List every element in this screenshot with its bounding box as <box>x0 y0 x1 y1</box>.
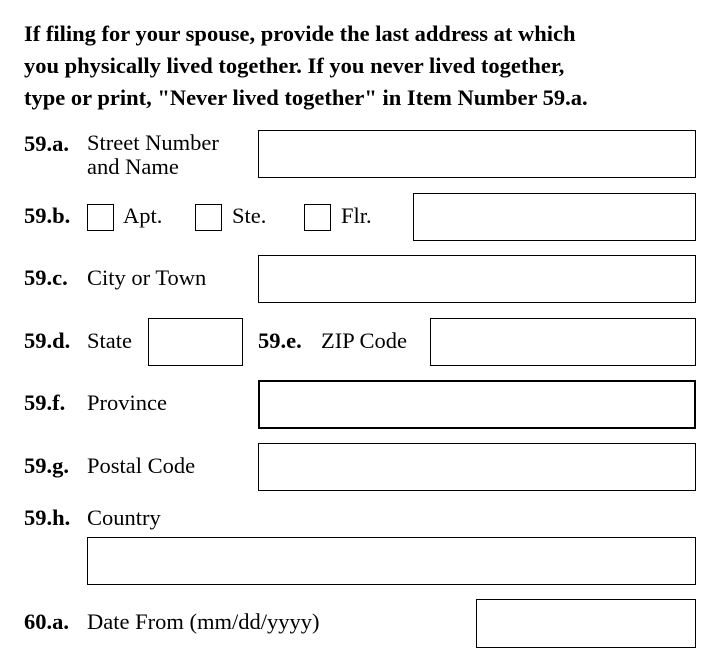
zip-code-field[interactable] <box>430 318 696 366</box>
province-label: Province <box>87 390 167 415</box>
country-field[interactable] <box>87 537 696 585</box>
instructions-line-2: you physically lived together. If you never lived together, <box>24 53 565 78</box>
instructions-line-1: If filing for your spouse, provide the last address at which <box>24 21 576 46</box>
street-number-and-name-field[interactable] <box>258 130 696 178</box>
item-number-59h: 59.h. <box>24 505 71 530</box>
item-number-59c: 59.c. <box>24 265 68 290</box>
instructions <box>24 18 714 114</box>
apt-label: Apt. <box>123 203 163 228</box>
instructions-line-3: type or print, "Never lived together" in Item Number 59.a. <box>24 85 588 110</box>
zip-code-label: ZIP Code <box>321 328 408 353</box>
ste-label: Ste. <box>232 203 267 228</box>
item-number-60a: 60.a. <box>24 609 69 634</box>
street-label-line-1: Street Number <box>87 130 219 155</box>
postal-code-label: Postal Code <box>87 453 196 478</box>
province-field[interactable] <box>258 380 696 429</box>
street-label <box>87 131 219 179</box>
item-number-59e: 59.e. <box>258 328 302 353</box>
date-from-label: Date From (mm/dd/yyyy) <box>87 609 320 634</box>
city-or-town-field[interactable] <box>258 255 696 303</box>
flr-label: Flr. <box>341 203 372 228</box>
date-from-field[interactable] <box>476 599 696 648</box>
item-number-59g: 59.g. <box>24 453 69 478</box>
unit-number-field[interactable] <box>413 193 696 241</box>
item-number-59f: 59.f. <box>24 390 66 415</box>
city-label: City or Town <box>87 265 207 290</box>
country-label: Country <box>87 505 161 530</box>
ste-checkbox[interactable] <box>195 204 222 231</box>
item-number-59d: 59.d. <box>24 328 71 353</box>
street-label-line-2: and Name <box>87 154 179 179</box>
item-number-59b: 59.b. <box>24 203 71 228</box>
state-field[interactable] <box>148 318 243 366</box>
item-number-59a: 59.a. <box>24 131 69 156</box>
state-label: State <box>87 328 132 353</box>
apt-checkbox[interactable] <box>87 204 114 231</box>
flr-checkbox[interactable] <box>304 204 331 231</box>
postal-code-field[interactable] <box>258 443 696 491</box>
